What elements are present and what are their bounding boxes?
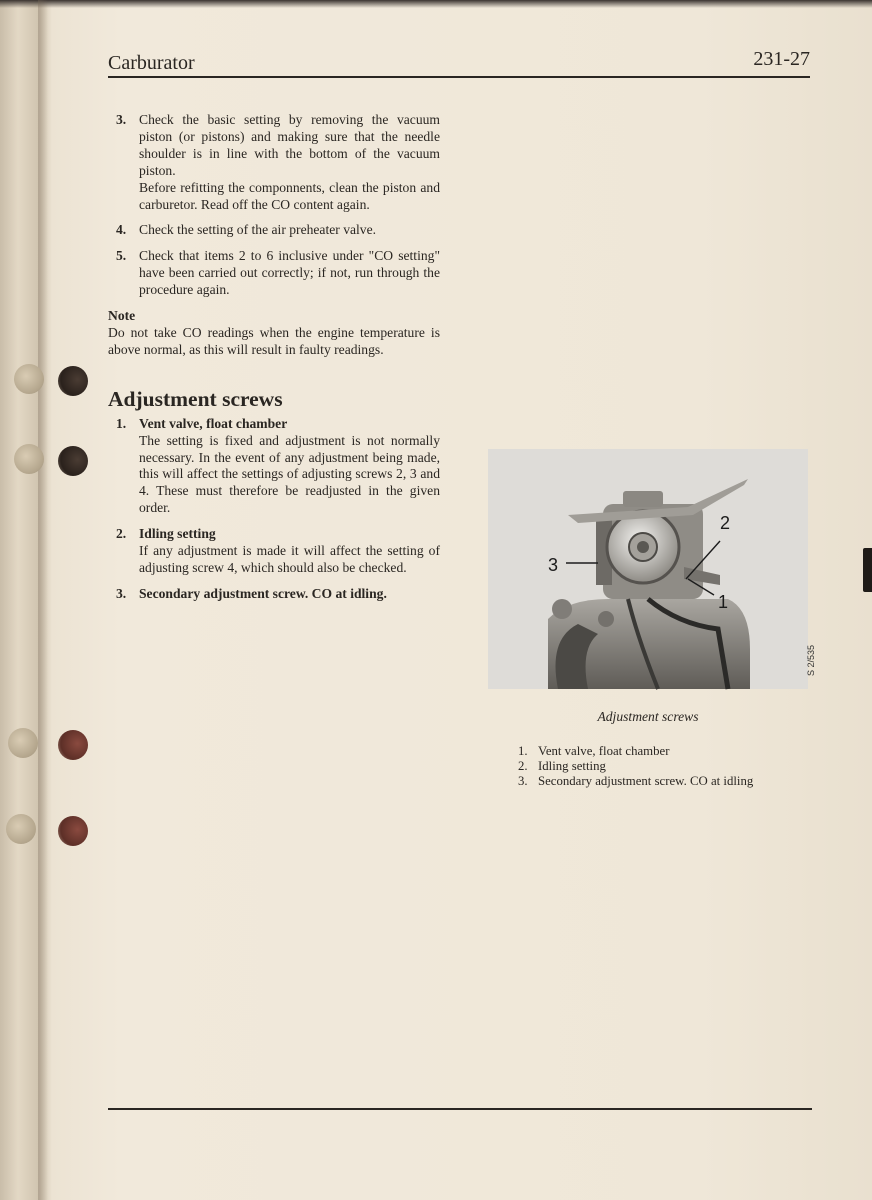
legend-item: 2. Idling setting: [518, 759, 606, 773]
text-column: [108, 112, 440, 612]
procedure-step: [108, 112, 440, 213]
step-text: Check the setting of the air preheater valve.: [139, 222, 377, 238]
punch-hole: [8, 728, 38, 758]
header-divider: [108, 76, 810, 78]
top-edge-shadow: [0, 0, 872, 8]
note-label: Note: [108, 308, 136, 324]
step-text: Before refitting the componnents, clean the piston and carburetor. Read off the CO content again.: [139, 179, 440, 212]
punch-hole: [58, 366, 88, 396]
item-title: Secondary adjustment screw. CO at idling.: [139, 585, 387, 601]
step-text: Check that items 2 to 6 inclusive under "CO setting" have been carried out correctly; if not, run through the procedure again.: [139, 248, 440, 298]
adjustment-item: [108, 416, 440, 517]
step-number: 3.: [116, 112, 127, 127]
photo-callout: 1: [718, 592, 729, 612]
item-text: The setting is fixed and adjustment is not normally necessary. In the event of any adjustment being made, this will affect the settings of adjusting screws 2, 3 and 4. These must therefore be readjusted in the given order.: [139, 432, 440, 516]
item-text: If any adjustment is made it will affect the setting of adjusting screw 4, which should also be checked.: [139, 543, 440, 575]
punch-hole: [58, 730, 88, 760]
carburetor-photo: [488, 449, 816, 689]
page-number: 231-27: [753, 48, 810, 70]
item-number: 3.: [116, 585, 127, 601]
step-number: 4.: [116, 222, 127, 238]
item-title: Idling setting: [139, 526, 216, 542]
figure-legend: [518, 744, 753, 789]
chapter-title: Carburator: [108, 52, 195, 74]
adjustment-item: [108, 586, 440, 603]
section-heading: Adjustment screws: [108, 386, 283, 411]
photo-callout: 2: [720, 513, 731, 533]
procedure-step: [108, 222, 440, 239]
step-text: Check the basic setting by removing the vacuum piston (or pistons) and making sure that the needle shoulder is in line with the bottom of the vacuum piston.: [139, 112, 440, 178]
legend-item: 1. Vent valve, float chamber: [518, 744, 670, 758]
punch-hole: [14, 364, 44, 394]
photo-callout: 3: [548, 555, 559, 575]
item-number: 1.: [116, 415, 127, 431]
punch-hole: [14, 444, 44, 474]
punch-hole: [58, 816, 88, 846]
punch-hole: [6, 814, 36, 844]
figure-caption: Adjustment screws: [597, 709, 699, 724]
carburetor-illustration: [488, 449, 808, 689]
figure-code: S 2/535: [806, 645, 816, 677]
legend-item: 3. Secondary adjustment screw. CO at idling: [518, 774, 754, 788]
step-number: 5.: [116, 248, 127, 264]
item-title: Vent valve, float chamber: [139, 415, 288, 431]
section-tab-marker: [863, 548, 872, 592]
note-text: Do not take CO readings when the engine temperature is above normal, as this will result in faulty readings.: [108, 324, 440, 357]
item-number: 2.: [116, 526, 127, 542]
punch-hole: [58, 446, 88, 476]
procedure-step: [108, 248, 440, 299]
footer-divider: [108, 1108, 812, 1110]
binder-fold: [38, 0, 48, 1200]
adjustment-item: [108, 526, 440, 577]
